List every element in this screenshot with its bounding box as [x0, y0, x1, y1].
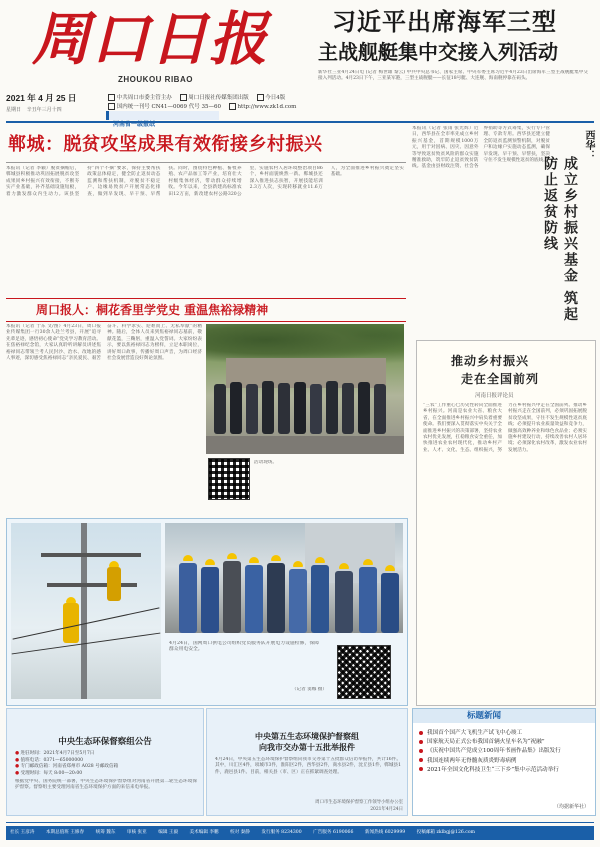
notice-item: ● 专门邮政信箱：河南省郑州市 A028 号邮政信箱 [15, 764, 119, 770]
bullet-icon: ● [15, 764, 21, 770]
headline-news [412, 708, 596, 816]
xinhua-subtitle: 成立乡村振兴基金 筑起防止返贫防线 [542, 156, 578, 323]
footer-item: 新闻热线 6029999 [364, 830, 406, 835]
power-line-photo [11, 523, 161, 699]
headline-news-title-bar [413, 709, 595, 723]
workers-group-photo [165, 523, 403, 633]
top-headline-line2: 主战舰艇集中交接入列活动 [318, 40, 558, 64]
news-item[interactable]: 我国首个国产大飞机生产试飞中心竣工 [419, 729, 591, 738]
square-icon [108, 94, 115, 101]
article2-title: 周口报人：桐花香里学党史 重温焦裕禄精神 [36, 303, 269, 317]
title-rule [6, 162, 406, 163]
footer-item: 本期总值班 王修春 [45, 830, 85, 835]
ground [206, 436, 404, 454]
bullet-icon [419, 758, 423, 762]
notice-item: ● 受理时间：每天 8:00—20:00 [15, 770, 83, 776]
newspaper-logo: 周口日报 [32, 5, 269, 73]
notice-center-body: 4月24日，中央第五生态环境保护督察组向我市交办第十五批群众信访举报件，共计16件。其中，川汇区4件，项城市3件，淮阳区2件，西华县2件，商水县2件，沈丘县1件，郸城县1件，鹿邑县1件。目前，相关县（市、区）正在抓紧调查处理。 [215, 757, 401, 775]
xinhua-article-body: 本报讯（记者 张雨 张光辉）近日，西华县在全市率先成立乡村振兴基金，首期规模1000万元，用于对因病、因灾、因意外等导致返贫致贫风险的群众实施精准救助，筑牢防止返贫致贫防线。基金由县财政注资、社会各界捐助等方式筹集，实行专户管理、专款专用。西华县还建立健全防返贫监测预警机制，对脱贫户和边缘户实施动态监测，确保早发现、早干预、早帮扶，坚决守住不发生规模性返贫的底线。 [412, 126, 550, 170]
masthead-rule [6, 121, 594, 123]
bullet-icon [419, 749, 423, 753]
top-headline-line1: 习近平出席海军三型 [332, 8, 557, 36]
tag-sponsor: 中共周口市委主管主办 [108, 95, 174, 101]
qr-code-2[interactable] [337, 645, 391, 699]
footer-item: 社长 王彦涛 [10, 830, 35, 835]
footer-item: 编辑 王毅 [158, 830, 179, 835]
editorial-body: “三农”工作重心已历史性转向全面推进乡村振兴。河南是农业大省、粮食大省，在全面推进乡村振兴中肩负着重要使命。我们要深入贯彻落实中央关于全面推进乡村振兴的决策部署，坚持农业农村优先发展，扛稳粮食安全重任，加快推进农业农村现代化，推动乡村产业、人才、文化、生态、组织振兴，努力在乡村振兴中走在全国前列。推动乡村振兴走在全国前列，必须巩固拓展脱贫攻坚成果，守住不发生规模性返贫底线；必须提升农业质量效益和竞争力，做强高效种养业和绿色食品业；必须实施乡村建设行动，持续改善农村人居环境；必须深化农村改革，激发农业农村发展活力。 [423, 403, 587, 453]
editorial-box [416, 340, 596, 706]
headline-news-list [419, 729, 591, 775]
square-icon [108, 103, 115, 110]
news-item[interactable]: 2021年全国文化科技卫生“三下乡”集中示范活动举行 [419, 766, 591, 775]
issue-date: 2021 年 4 月 25 日 [6, 93, 77, 103]
website[interactable]: http://www.zk1d.com [229, 104, 297, 110]
news-item[interactable]: 我国连续两年无脊髓灰质炎野毒病例 [419, 757, 591, 766]
notice-left-title: 中央生态环保督察组公告 [58, 737, 152, 747]
issue-weekday: 星期日 [6, 107, 22, 113]
square-icon [229, 103, 236, 110]
editorial-title-2: 走在全国前列 [461, 372, 540, 386]
tag-pages: 今日4版 [257, 95, 286, 101]
footer-item: 广告服务 6190066 [313, 830, 354, 835]
people-row [210, 380, 400, 440]
footer-item: 发行服务 8234300 [261, 830, 302, 835]
footer-item: 校对 秦静 [230, 830, 250, 835]
tag-publisher: 周口日报社传媒集团出版 [180, 95, 251, 101]
news-item[interactable]: 国家航天局正式公布我国首辆火星车名为“祝融” [419, 738, 591, 747]
utility-pole [81, 523, 87, 699]
power-workers-block [6, 518, 408, 706]
editorial-author: 河南日报评论员 [475, 393, 514, 399]
footer-email[interactable]: 投稿邮箱 zklbgj@126.com [416, 830, 475, 835]
headline-news-title: 标题新闻 [467, 711, 502, 721]
footer-item: 统筹 魏东 [95, 830, 116, 835]
first-class-badge: 河南省一级报纸 [106, 111, 219, 120]
bullet-icon [419, 731, 423, 735]
footer-item: 审核 张亚 [126, 830, 147, 835]
notice-center-date: 2021年4月24日 [370, 807, 403, 812]
logo-pinyin: ZHOUKOU RIBAO [118, 75, 193, 84]
bullet-icon [419, 767, 423, 771]
square-icon [180, 94, 187, 101]
footer-rule [6, 822, 594, 823]
editorial-title-1: 推动乡村振兴 [451, 354, 530, 368]
right-column [412, 126, 596, 706]
party-history-photo [206, 324, 404, 454]
notice-center-sign: 周口市生态环境保护督察工作领导小组办公室 [315, 800, 403, 805]
notice-item: ● 进驻时间：2021年4月7日至5月7日 [15, 751, 95, 756]
footer-credits [6, 826, 594, 840]
notice-item: ● 值班电话：0371—65000000 [15, 757, 84, 763]
date-block [6, 92, 114, 116]
footer-item: 美术编辑 李鹏 [189, 830, 219, 835]
bullet-icon [419, 740, 423, 744]
issue-tags [108, 94, 308, 112]
article-dancheng-title: 郸城：脱贫攻坚成果有效衔接乡村振兴 [8, 134, 323, 155]
headline-news-source: （均据新华社） [553, 804, 589, 810]
top-headline-teaser: 新华社三亚4月24日电 (记者 梅世雄 黎云) 中共中央总书记、国家主席、中央军委主席习近平4月23日出席海军三型主战舰艇集中交接入列活动。4月23日下午，三亚某军港，三型主战舰艇——长征18号艇、大连舰、海南舰停靠在码头。 [318, 70, 588, 82]
worker-2 [107, 567, 121, 601]
notice-center [206, 708, 408, 816]
bullet-icon: ● [15, 757, 21, 763]
crossbar [47, 583, 137, 587]
masthead [0, 0, 600, 128]
notice-left-body: 根据党中央、国务院统一部署，中央生态环境保护督察组对河南省开展第二轮生态环境保护督察。督察组主要受理河南省生态环境保护方面的来信来电举报。 [15, 779, 197, 791]
cn-number: 国内统一刊号 CN41—0069 代号 35—60 [108, 104, 223, 110]
workers-photo-caption: 4月24日，国网周口供电公司组织党员服务队开展电力设施检修，保障群众用电安全。 [169, 641, 319, 653]
notice-left [6, 708, 204, 816]
article-zhoukou-reporters [6, 298, 406, 514]
worker-1 [63, 603, 79, 643]
square-icon [257, 94, 264, 101]
qr-code-1[interactable] [208, 458, 250, 500]
article2-photo-caption: 活动现场。 [254, 460, 277, 465]
notice-center-title-1: 中央第五生态环境保护督察组 [255, 731, 359, 741]
bullet-icon: ● [15, 770, 21, 776]
bullet-icon: ● [15, 751, 21, 756]
photographer-credit: （记者 窦娜 摄） [291, 687, 327, 692]
news-item[interactable]: 《庆祝中国共产党成立100周年书画作品集》出版发行 [419, 747, 591, 756]
notice-center-title-2: 向我市交办第十五批举报件 [259, 742, 355, 752]
notice-left-list [15, 751, 199, 777]
article-dancheng [6, 126, 406, 294]
xinhua-title: 西华： [583, 130, 594, 160]
crossbar [41, 553, 141, 557]
article2-body: 本报讯（记者 于东 文/图）4月23日，周口报业传媒集团一行30余人赴兰考县，开展“追寻先辈足迹，感悟初心使命”党史学习教育活动。在焦裕禄纪念馆，大家认真聆听讲解员讲述焦裕禄同志带领兰考人民封沙、治水、改地的感人事迹，深切感受焦裕禄同志“亲民爱民、艰苦奋斗、科学求实、迎难而上、无私奉献”的精神。随后，全体人员来到焦裕禄同志墓前，敬献花篮，三鞠躬，重温入党誓词。大家纷纷表示，要以焦裕禄同志为榜样，立足本职岗位，讲好周口故事，传播好周口声音，为周口经济社会发展营造良好舆论氛围。 [6, 324, 202, 362]
article-dancheng-body: 本报讯（记者 李颖）脱贫摘帽后，郸城县积极推动巩固拓展脱贫攻坚成果同乡村振兴有效衔接，不断夯实产业基础，补齐基础设施短板，着力激发群众内生动力。该县坚持“四个不摘”要求，保持主要帮扶政策总体稳定，健全防止返贫动态监测和帮扶机制，对脱贫不稳定户、边缘易致贫户开展常态化排查，做到早发现、早干预、早帮扶。同时，围绕特色种植、畜牧养殖、农产品加工等产业，培育壮大村级集体经济，带动群众持续增收。今年以来，全县新建高标准农田12万亩，新改建农村公路320公里，实施农村人居环境整治项目86个，乡村面貌焕然一新。郸城县还深入推进扶志扶智，开展技能培训2.3万人次，实现转移就业11.6万人，为全面推进乡村振兴奠定坚实基础。 [6, 166, 404, 197]
issue-lunar: 辛丑年三月十四 [26, 107, 62, 113]
